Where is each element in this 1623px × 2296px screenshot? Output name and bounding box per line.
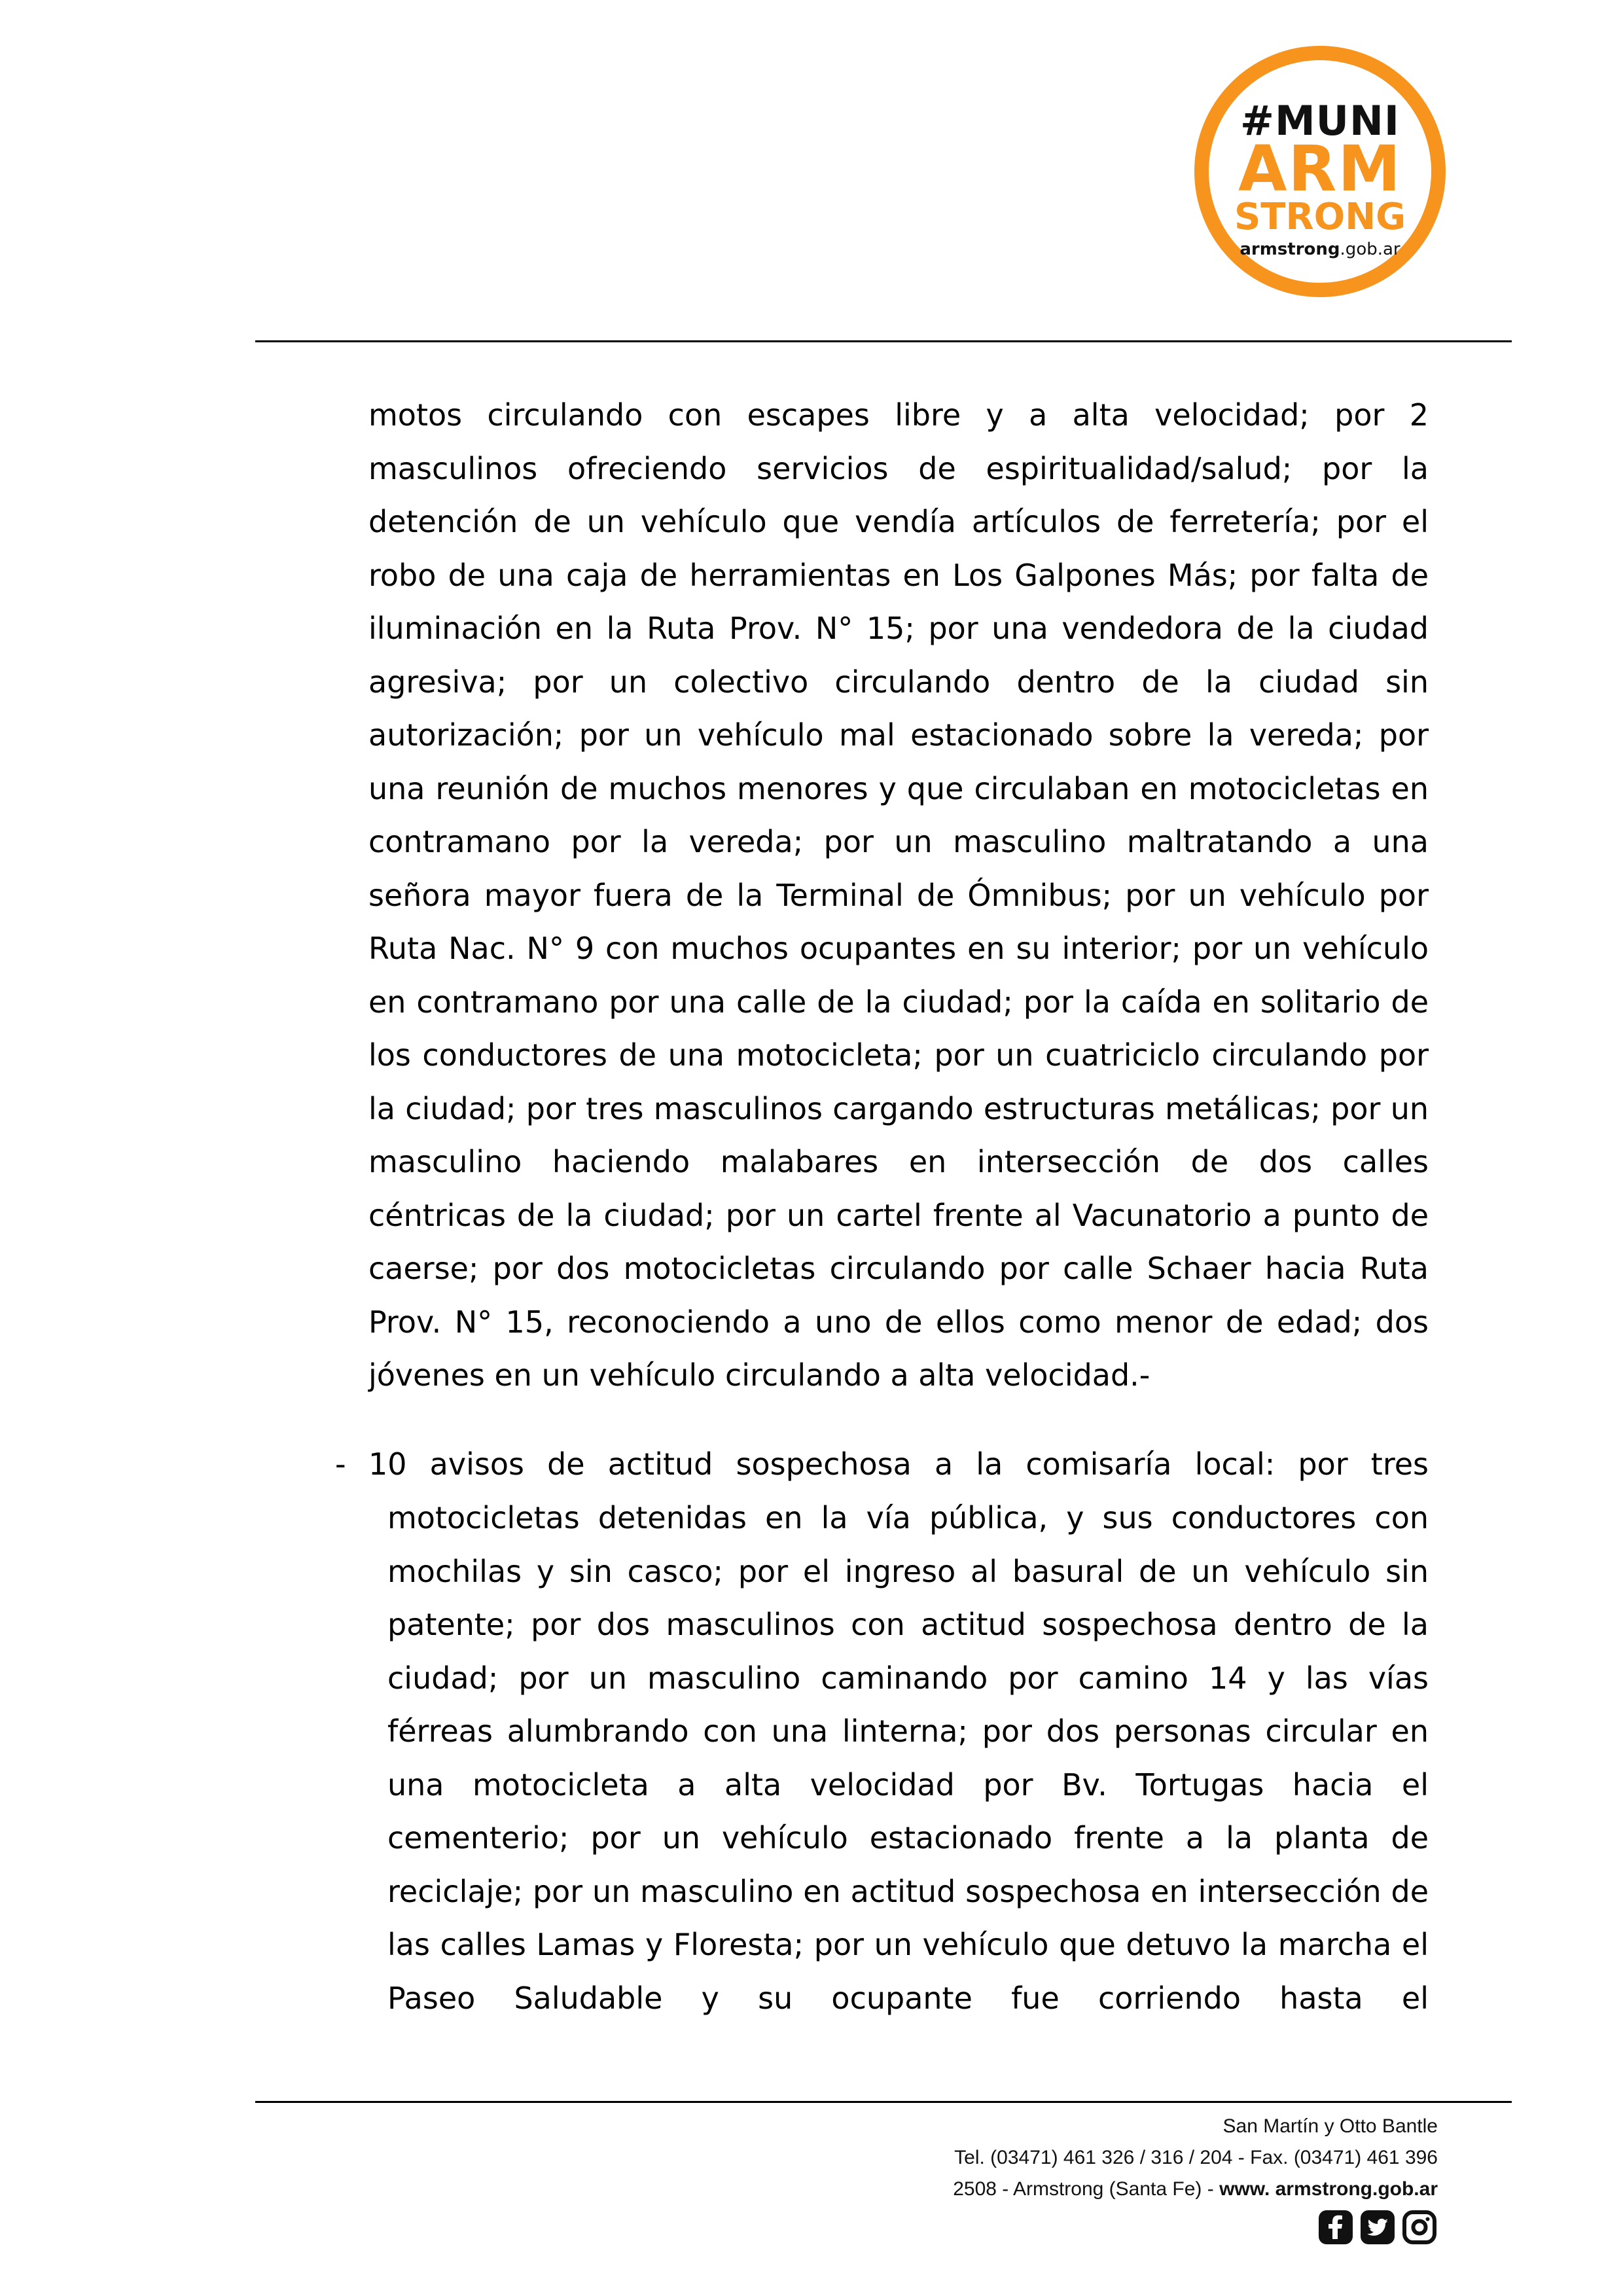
footer-address: San Martín y Otto Bantle xyxy=(1222,2115,1438,2137)
municipality-logo xyxy=(1194,46,1446,297)
facebook-icon[interactable] xyxy=(1317,2209,1354,2246)
logo-strong: STRONG xyxy=(1234,196,1406,238)
logo-domain: armstrong.gob.ar xyxy=(1240,240,1400,259)
logo-arm: ARM xyxy=(1238,132,1402,206)
social-icons xyxy=(1317,2209,1438,2247)
twitter-icon[interactable] xyxy=(1359,2209,1396,2246)
body-paragraph-1: motos circulando con escapes libre y a alta velocidad; por 2 masculinos ofreciendo servicios de espiritualidad/salud; por la detención de un vehículo que vendía artículos de ferretería; por el robo de una caja de herramientas en Los Galpones Más; por falta de iluminación en la Ruta Prov. N° 15; por una vendedora de la ciudad agresiva; por un colectivo circulando dentro de la ciudad sin autorización; por un vehículo mal estacionado sobre la vereda; por una reunión de muchos menores y que circulaban en motocicletas en contramano por la vereda; por un masculino maltratando a una señora mayor fuera de la Terminal de Ómnibus; por un vehículo por Ruta Nac. N° 9 con muchos ocupantes en su interior; por un vehículo en contramano por una calle de la ciudad; por la caída en solitario de los conductores de una motocicleta; por un cuatriciclo circulando por la ciudad; por tres masculinos cargando estructuras metálicas; por un masculino haciendo malabares en intersección de dos calles céntricas de la ciudad; por un cartel frente al Vacunatorio a punto de caerse; por dos motocicletas circulando por calle Schaer hacia Ruta Prov. N° 15, reconociendo a uno de ellos como menor de edad; dos jóvenes en un vehículo circulando a alta velocidad.- xyxy=(368,397,1429,1393)
header-divider xyxy=(255,340,1512,342)
footer-website: www. armstrong.gob.ar xyxy=(1219,2178,1438,2200)
bullet-paragraph-continuation: motocicletas detenidas en la vía pública, y sus conductores con mochilas y sin casco; por el ingreso al basural de un vehículo sin patente; por dos masculinos con actitud sospechosa dentro de la ciudad; por un masculino caminando por camino 14 y las vías férreas alumbrando con una linterna; por dos personas circular en una motocicleta a alta velocidad por Bv. Tortugas hacia el cementerio; por un vehículo estacionado frente a la planta de reciclaje; por un masculino en actitud sospechosa en intersección de las calles Lamas y Floresta; por un vehículo que detuvo la marcha el Paseo Saludable y su ocupante fue corriendo hasta el xyxy=(387,1500,1429,2016)
footer-divider xyxy=(255,2101,1512,2103)
instagram-icon[interactable] xyxy=(1401,2209,1438,2246)
bullet-marker: - xyxy=(335,1446,346,1482)
logo-hashtag: #MUNI xyxy=(1240,97,1400,145)
footer-phone: Tel. (03471) 461 326 / 316 / 204 - Fax. (03471) 461 396 xyxy=(954,2147,1438,2168)
footer-contact xyxy=(783,2111,1438,2205)
bullet-paragraph-first-line: 10 avisos de actitud sospechosa a la comisaría local: por tres xyxy=(368,1446,1429,1482)
footer-city-web: 2508 - Armstrong (Santa Fe) - www. armstrong.gob.ar xyxy=(953,2178,1438,2200)
